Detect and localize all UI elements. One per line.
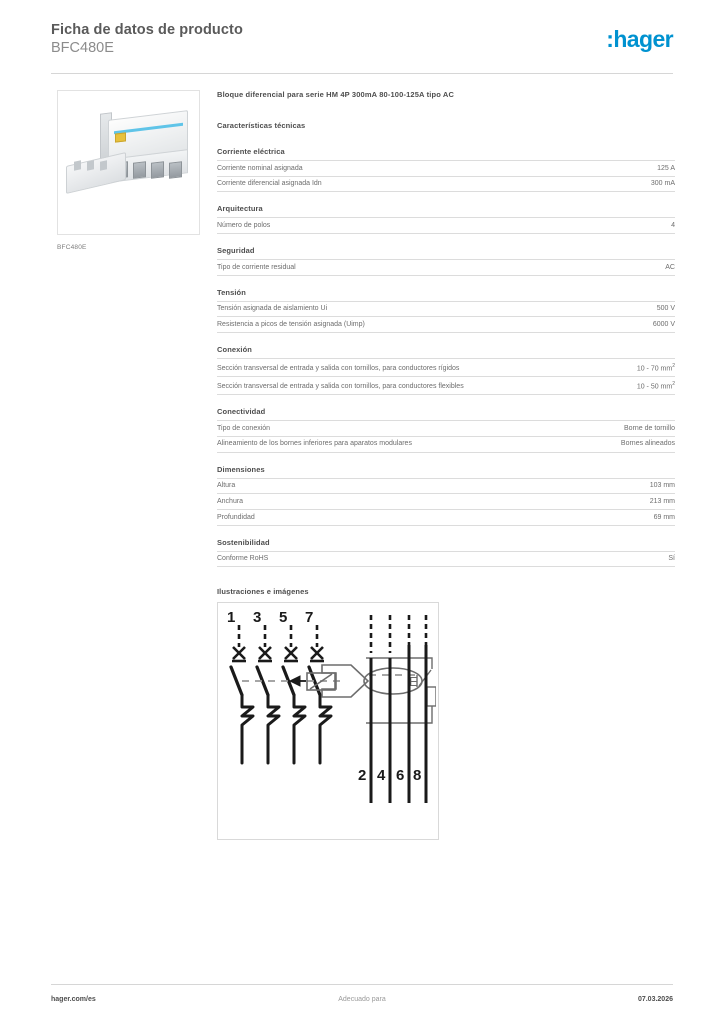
spec-group-title: Corriente eléctrica	[217, 147, 285, 156]
device-busbar-notch	[74, 160, 81, 171]
product-image-caption: BFC480E	[57, 244, 87, 251]
spec-table	[217, 358, 675, 395]
spec-value: 103 mm	[649, 482, 675, 490]
terminal-label-3: 3	[253, 609, 262, 627]
spec-label: Alineamiento de los bornes inferiores para aparatos modulares	[217, 440, 412, 448]
table-row	[217, 161, 675, 177]
spec-value: 69 mm	[653, 513, 675, 521]
table-row	[217, 377, 675, 395]
page-title: Ficha de datos de producto	[51, 22, 243, 38]
footer-note: Adecuado para	[338, 996, 386, 1003]
spec-group	[217, 345, 675, 395]
spec-value: Sí	[668, 555, 675, 563]
terminal-label-4: 4	[377, 767, 386, 785]
spec-value: 4	[671, 221, 675, 229]
spec-group-title: Dimensiones	[217, 464, 265, 474]
spec-table	[217, 217, 675, 234]
technical-characteristics-title: Características técnicas	[217, 121, 306, 130]
spec-table	[217, 160, 675, 192]
terminal-label-2: 2	[358, 767, 367, 785]
device-busbar-notch	[87, 160, 94, 171]
spec-label: Sección transversal de entrada y salida con tornillos, para conductores rígidos	[217, 365, 460, 373]
table-row	[217, 260, 675, 276]
spec-value-unit-exponent: 2	[672, 380, 675, 387]
table-row	[217, 509, 675, 525]
table-row	[217, 436, 675, 452]
terminal-label-1: 1	[227, 609, 236, 627]
product-description: Bloque diferencial para serie HM 4P 300mA 80-100-125A tipo AC	[217, 90, 455, 99]
spec-label: Número de polos	[217, 221, 271, 229]
table-row	[217, 218, 675, 234]
spec-value: Borne de tornillo	[624, 424, 675, 432]
spec-table	[217, 259, 675, 276]
product-figure	[57, 90, 200, 251]
spec-label: Tipo de conexión	[217, 424, 271, 432]
spec-label: Anchura	[217, 497, 244, 505]
product-reference: BFC480E	[51, 40, 114, 56]
spec-group-title: Arquitectura	[217, 204, 263, 214]
table-row	[217, 421, 675, 437]
device-busbar-cover	[66, 152, 126, 194]
spec-label: Sección transversal de entrada y salida con tornillos, para conductores flexibles	[217, 383, 464, 391]
device-test-button	[115, 132, 126, 142]
spec-value: 500 V	[656, 305, 675, 313]
table-row	[217, 301, 675, 317]
content-column	[217, 90, 675, 840]
terminal-label-6: 6	[396, 767, 405, 785]
table-row	[217, 317, 675, 333]
spec-table	[217, 301, 675, 333]
spec-table	[217, 478, 675, 526]
table-row	[217, 176, 675, 192]
device-terminal-lug	[151, 161, 164, 179]
spec-group	[217, 288, 675, 333]
terminal-label-7: 7	[305, 609, 314, 627]
specification-groups	[217, 147, 675, 567]
device-terminal-lug	[133, 161, 146, 179]
footer-website[interactable]: hager.com/es	[51, 996, 96, 1003]
illustration-frame	[217, 602, 439, 840]
spec-group-title: Tensión	[217, 287, 246, 297]
spec-group-title: Seguridad	[217, 246, 255, 256]
spec-group	[217, 147, 675, 192]
spec-label: Tipo de corriente residual	[217, 263, 296, 271]
hager-logo: :hager	[606, 26, 673, 52]
spec-label: Resistencia a picos de tensión asignada (Uimp)	[217, 321, 365, 329]
spec-value: Bornes alineados	[620, 440, 675, 448]
product-photo	[57, 90, 200, 235]
spec-table	[217, 420, 675, 452]
illustrations-title: Ilustraciones e imágenes	[217, 587, 309, 597]
spec-value	[614, 359, 675, 377]
title-block	[51, 22, 243, 57]
wiring-diagram	[218, 603, 436, 837]
table-row	[217, 478, 675, 494]
table-row	[217, 551, 675, 567]
page-header	[51, 22, 673, 68]
spec-table	[217, 551, 675, 568]
spec-value: AC	[665, 263, 675, 271]
spec-label: Tensión asignada de aislamiento Ui	[217, 305, 328, 313]
terminal-label-5: 5	[279, 609, 288, 627]
spec-group	[217, 538, 675, 568]
spec-label: Altura	[217, 482, 236, 490]
spec-label: Conforme RoHS	[217, 555, 269, 563]
spec-value: 213 mm	[649, 497, 675, 505]
spec-label: Corriente diferencial asignada Idn	[217, 180, 322, 188]
spec-label: Profundidad	[217, 513, 255, 521]
terminal-label-8: 8	[413, 767, 422, 785]
table-row	[217, 494, 675, 510]
spec-group-title: Sostenibilidad	[217, 537, 270, 547]
spec-group-title: Conexión	[217, 345, 252, 355]
test-circuit-label: E	[409, 674, 418, 690]
footer-date: 07.03.2026	[637, 996, 673, 1003]
spec-value	[614, 377, 675, 395]
spec-value: 6000 V	[652, 321, 675, 329]
page-footer	[51, 996, 673, 1010]
spec-group	[217, 246, 675, 276]
device-terminal-lug	[169, 161, 182, 179]
spec-value-text: 10 - 50 mm	[636, 383, 673, 391]
spec-group	[217, 407, 675, 452]
table-row	[217, 359, 675, 377]
spec-value-text: 10 - 70 mm	[636, 365, 673, 373]
footer-divider	[51, 984, 673, 985]
spec-group	[217, 204, 675, 234]
header-divider	[51, 73, 673, 74]
spec-label: Corriente nominal asignada	[217, 164, 303, 172]
spec-value: 125 A	[657, 164, 675, 172]
spec-value-unit-exponent: 2	[672, 362, 675, 369]
spec-group	[217, 465, 675, 526]
spec-group-title: Conectividad	[217, 407, 266, 417]
device-busbar-notch	[100, 160, 107, 171]
spec-value: 300 mA	[650, 180, 675, 188]
